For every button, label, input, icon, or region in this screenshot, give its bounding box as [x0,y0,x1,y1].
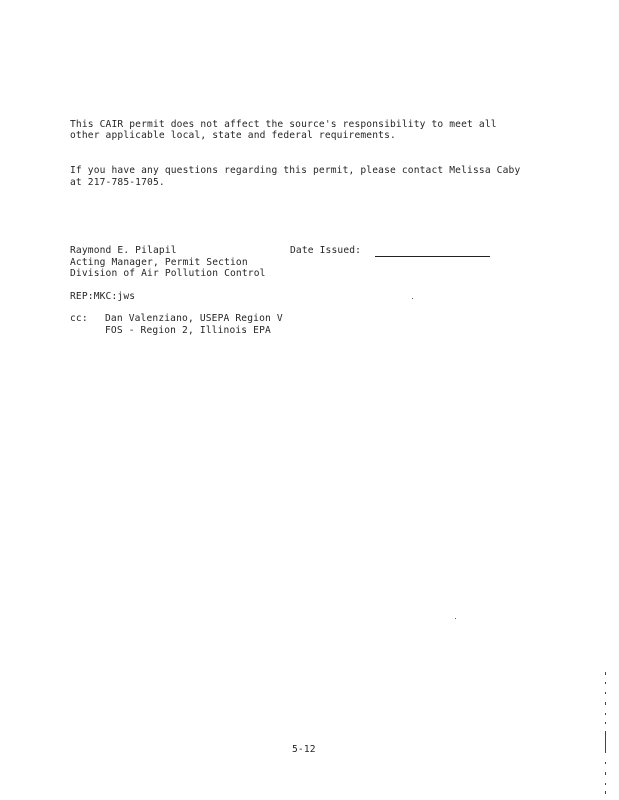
cc-recipient: Dan Valenziano, USEPA Region V [105,313,283,324]
scan-edge-mark [605,791,606,794]
cc-label: cc: [70,313,88,324]
reference-initials: REP:MKC:jws [70,291,136,302]
signatory-title: Acting Manager, Permit Section [70,257,248,268]
scan-edge-mark [605,682,606,684]
date-issued-blank-line [375,256,490,257]
body-paragraph-2-line-1: If you have any questions regarding this permit, please contact Melissa Caby [70,165,521,176]
scan-edge-mark [605,713,606,715]
scan-speck [455,618,456,619]
scan-edge-mark [605,702,606,705]
scan-edge-mark [605,731,606,753]
signatory-name: Raymond E. Pilapil [70,245,177,256]
cc-recipient: FOS - Region 2, Illinois EPA [105,325,271,336]
scan-edge-mark [605,692,606,694]
scan-edge-mark [605,672,606,675]
scan-edge-mark [605,722,606,724]
scan-edge-mark [605,772,606,775]
body-paragraph-1-line-2: other applicable local, state and federal requirements. [70,130,396,141]
body-paragraph-1-line-1: This CAIR permit does not affect the source's responsibility to meet all [70,119,497,130]
scan-speck [412,298,413,299]
scan-edge-mark [605,762,606,764]
page-number: 5-12 [292,744,316,755]
scan-edge-mark [605,783,606,785]
date-issued-label: Date Issued: [290,245,362,256]
body-paragraph-2-line-2: at 217-785-1705. [70,177,165,188]
signatory-division: Division of Air Pollution Control [70,268,266,279]
